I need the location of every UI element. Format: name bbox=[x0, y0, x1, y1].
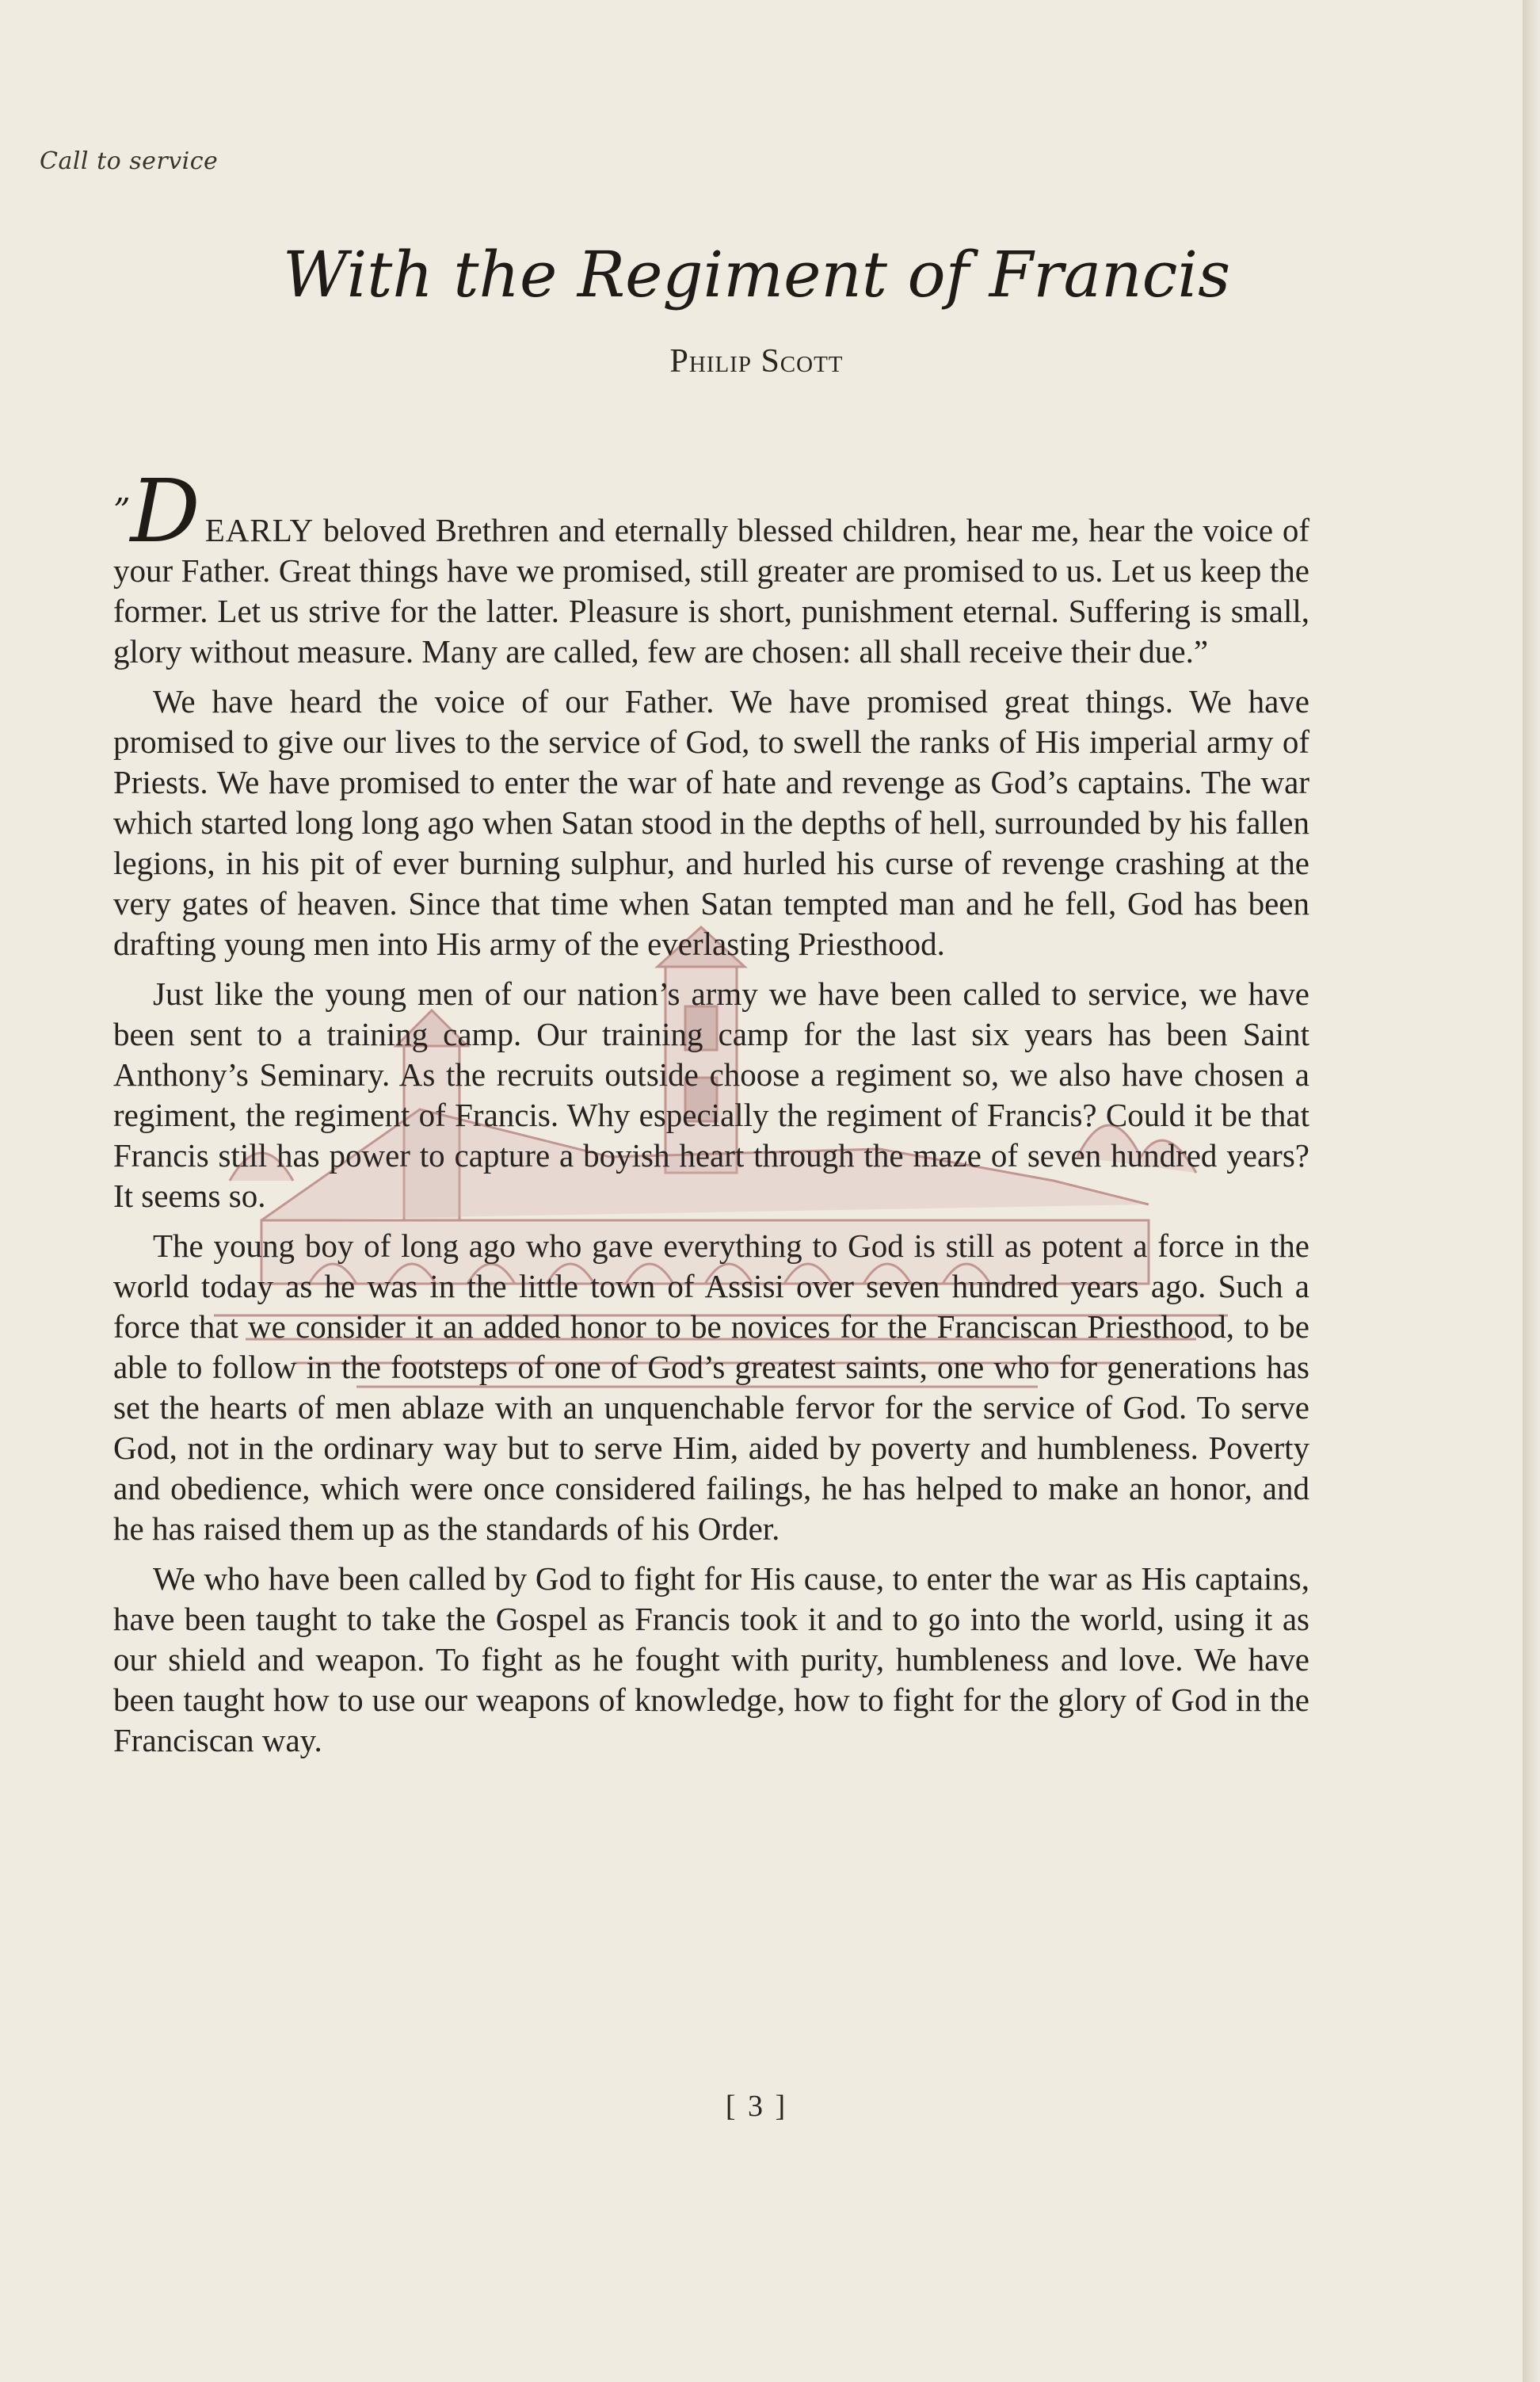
running-head: Call to service bbox=[40, 147, 219, 175]
page-edge bbox=[1523, 0, 1540, 2382]
article-paragraph: The young boy of long ago who gave everything to God is still as potent a force in the world today as he was in the little town of Assisi over seven hundred years ago. Such a force that we consider it an added honor to be novices for the Franciscan Priesthood, to be able to follow in the footsteps of one of God’s greatest saints, one who for generations has set the hearts of men ablaze with an unquenchable fervor for the service of God. To serve God, not in the ordinary way but to serve Him, aided by poverty and humbleness. Poverty and obedience, which were once considered failings, he has helped to make an honor, and he has raised them up as the standards of his Order. bbox=[113, 1227, 1309, 1547]
dropcap-char: D bbox=[130, 460, 200, 562]
article-title: With the Regiment of Francis bbox=[282, 238, 1231, 311]
first-word-rest: EARLY bbox=[204, 512, 314, 548]
paragraph-1-text: beloved Brethren and eternally blessed children, hear me, hear the voice of your Father. Great things have we promised, still greater are promised to us. Let us keep the former. Let us strive for the latter. Pleasure is short, punishment eternal. Suffering is small, glory without measure. Many are called, few are chosen: all shall receive their due.” bbox=[113, 512, 1309, 670]
dropcap-letter bbox=[113, 460, 200, 562]
article-paragraph: We have heard the voice of our Father. We have promised great things. We have promised to give our lives to the service of God, to swell the ranks of His imperial army of Priests. We have promised to enter the war of hate and revenge as God’s captains. The war which started long long ago when Satan stood in the depths of hell, surrounded by his fallen legions, in his pit of ever burning sulphur, and hurled his curse of revenge crashing at the very gates of heaven. Since that time when Satan tempted man and he fell, God has been drafting young men into His army of the everlasting Priesthood. bbox=[113, 683, 1309, 962]
article-paragraph: We who have been called by God to fight for His cause, to enter the war as His captains, have been taught to take the Gospel as Francis took it and to go into the world, using it as our shield and weapon. To fight as he fought with purity, humbleness and love. We have been taught how to use our weapons of knowledge, how to fight for the glory of God in the Franciscan way. bbox=[113, 1560, 1309, 1758]
article-author: Philip Scott bbox=[669, 343, 844, 380]
opening-quote: ” bbox=[113, 491, 131, 530]
article-body bbox=[113, 453, 1309, 1770]
page-number: [ 3 ] bbox=[725, 2090, 788, 2123]
first-line bbox=[113, 453, 1309, 672]
article-paragraph: Just like the young men of our nation’s army we have been called to service, we have been sent to a training camp. Our training camp for the last six years has been Saint Anthony’s Seminary. As the recruits outside choose a regiment so, we also have chosen a regiment, the regiment of Francis. Why especially the regiment of Francis? Could it be that Francis still has power to capture a boyish heart through the maze of seven hundred years? It seems so. bbox=[113, 975, 1309, 1214]
article-paragraph bbox=[113, 453, 1309, 672]
